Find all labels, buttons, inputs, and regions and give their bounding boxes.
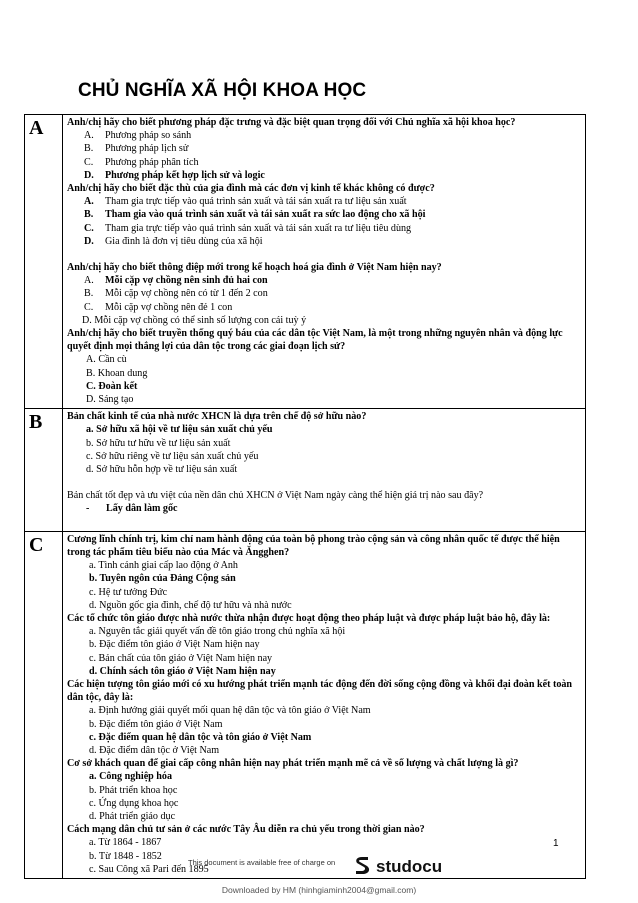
answer-option: b. Phát triển khoa học [89, 784, 178, 796]
correct-answer-option: a. Sở hữu xã hội về tư liệu sản xuất chủ yếu [86, 424, 273, 436]
answer-option: A. Phương pháp so sánh [84, 130, 192, 142]
question-text: Các tổ chức tôn giáo được nhà nước thừa nhận được hoạt động theo pháp luật và được pháp luật bảo hộ, đây là: [67, 612, 551, 624]
answer-option: d. Nguồn gốc gia đình, chế độ tư hữu và nhà nước [89, 599, 292, 611]
studocu-brand: studocu [376, 857, 443, 876]
answer-option: C. Tham gia trực tiếp vào quá trình sản xuất và tái sản xuất ra tư liệu tiêu dùng [84, 222, 412, 234]
answer-option: C. Mỗi cặp vợ chồng nên đẻ 1 con [84, 301, 233, 313]
section-a-content [63, 115, 586, 409]
answer-option: c. Sau Công xã Pari đến 1895 [89, 863, 209, 875]
answer-option: B. Phương pháp lịch sử [84, 143, 189, 155]
question-text: Anh/chị hãy cho biết truyền thống quý báu của các dân tộc Việt Nam, là một trong những nguyên nhân và động lực quyết định mọi thắng lợi của dân tộc trong các giai đoạn lịch sử? [67, 328, 563, 353]
page-number: 1 [553, 838, 559, 849]
section-c-row [25, 531, 586, 878]
correct-answer-option: B. Tham gia vào quá trình sản xuất và tái sản xuất ra sức lao động cho xã hội [84, 209, 426, 221]
correct-answer-option: A. Mỗi cặp vợ chồng nên sinh đủ hai con [84, 275, 268, 287]
answer-option: B. Khoan dung [86, 367, 148, 379]
document-title: CHỦ NGHĨA XÃ HỘI KHOA HỌC [78, 80, 367, 101]
section-letter-a: A [25, 115, 63, 409]
correct-answer-option: - Lấy dân làm gốc [86, 503, 178, 515]
answer-option: d. Đặc điểm dân tộc ở Việt Nam [89, 744, 220, 756]
question-text: Bản chất tốt đẹp và ưu việt của nền dân chủ XHCN ở Việt Nam ngày càng thể hiện giá trị nào sau đây? [67, 490, 484, 502]
answer-option: c. Sở hữu riêng về tư liệu sản xuất chủ yếu [86, 450, 259, 462]
answer-option: a. Nguyên tắc giải quyết vấn đề tôn giáo trong chủ nghĩa xã hội [89, 626, 346, 638]
correct-answer-option: a. Công nghiệp hóa [89, 771, 173, 783]
answer-option: D. Sáng tạo [86, 394, 134, 406]
answer-option: d. Sở hữu hỗn hợp về tư liệu sản xuất [86, 464, 238, 476]
question-text: Bản chất kinh tế của nhà nước XHCN là dựa trên chế độ sở hữu nào? [67, 411, 367, 423]
answer-option: D. Mỗi cặp vợ chồng có thể sinh số lượng con cái tuỳ ý [82, 314, 307, 326]
answer-option: c. Ứng dụng khoa học [89, 797, 179, 809]
correct-answer-option: c. Đặc điểm quan hệ dân tộc và tôn giáo ở Việt Nam [89, 731, 312, 743]
question-text: Anh/chị hãy cho biết đặc thù của gia đình mà các đơn vị kinh tế khác không có được? [67, 183, 435, 195]
answer-option: a. Định hướng giải quyết mối quan hệ dân tộc và tôn giáo ở Việt Nam [89, 705, 371, 717]
question-text: Anh/chị hãy cho biết thông điệp mới trong kế hoạch hoá gia đình ở Việt Nam hiện nay? [67, 262, 442, 274]
question-text: Cách mạng dân chủ tư sản ở các nước Tây Âu diễn ra chủ yếu trong thời gian nào? [67, 824, 425, 836]
question-text: Anh/chị hãy cho biết phương pháp đặc trưng và đặc biệt quan trọng đối với Chủ nghĩa xã hội khoa học? [67, 117, 516, 128]
answer-option: A. Cần cù [86, 354, 127, 366]
answer-option: A. Tham gia trực tiếp vào quá trình sản xuất và tái sản xuất ra tư liệu sản xuất [84, 196, 407, 208]
answer-option: C. Phương pháp phân tích [84, 156, 199, 168]
correct-answer-option: b. Tuyên ngôn của Đảng Cộng sản [89, 573, 236, 585]
answer-option: a. Tình cảnh giai cấp lao động ở Anh [89, 560, 238, 572]
answer-option: b. Từ 1848 - 1852 [89, 850, 162, 862]
correct-answer-option: C. Đoàn kết [86, 380, 138, 392]
question-table [24, 114, 586, 879]
answer-option: d. Phát triển giáo dục [89, 810, 176, 822]
correct-answer-option: D. Phương pháp kết hợp lịch sử và logic [84, 169, 265, 181]
answer-option: D. Gia đình là đơn vị tiêu dùng của xã hội [84, 235, 263, 247]
answer-option: B. Mỗi cặp vợ chồng nên có từ 1 đến 2 con [84, 288, 268, 300]
answer-option: b. Đặc điểm tôn giáo ở Việt Nam [89, 718, 223, 730]
question-text: Cơ sở khách quan để giai cấp công nhân hiện nay phát triển mạnh mẽ cả về số lượng và chất lượng là gì? [67, 758, 519, 770]
footer-notice: This document is available free of charge on [188, 858, 336, 867]
studocu-icon [352, 855, 372, 880]
section-letter-c: C [25, 531, 63, 878]
correct-answer-option: d. Chính sách tôn giáo ở Việt Nam hiện nay [89, 665, 276, 677]
section-a-row [25, 115, 586, 409]
section-b-content [63, 409, 586, 531]
spacer [67, 476, 582, 489]
answer-option: a. Từ 1864 - 1867 [89, 837, 162, 849]
section-b-row [25, 409, 586, 531]
spacer [67, 516, 582, 529]
answer-option: b. Sở hữu tư hữu về tư liệu sản xuất [86, 437, 231, 449]
download-attribution: Downloaded by HM (hinhgiaminh2004@gmail.com) [221, 885, 417, 895]
answer-option: c. Hệ tư tưởng Đức [89, 586, 168, 598]
answer-option: b. Đặc điểm tôn giáo ở Việt Nam hiện nay [89, 639, 260, 651]
spacer [67, 248, 582, 261]
section-letter-b: B [25, 409, 63, 531]
studocu-logo[interactable] [352, 856, 442, 878]
answer-option: c. Bản chất của tôn giáo ở Việt Nam hiện nay [89, 652, 273, 664]
question-text: Các hiện tượng tôn giáo mới có xu hướng phát triển mạnh tác động đến đời sống cộng đồng và khối đại đoàn kết toàn dân tộc, đây là: [67, 678, 573, 704]
section-c-content [63, 531, 586, 878]
question-text: Cương lĩnh chính trị, kim chỉ nam hành động của toàn bộ phong trào cộng sản và công nhân quốc tế được thể hiện trong tác phẩm tiêu biểu nào của Mác và Ăngghen? [67, 533, 560, 558]
